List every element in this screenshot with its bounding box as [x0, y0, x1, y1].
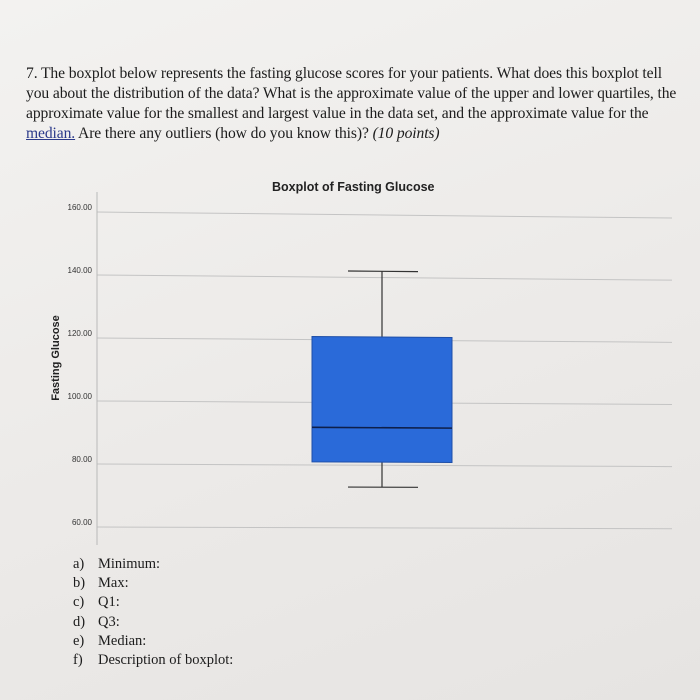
answer-letter: c): [73, 594, 85, 611]
answer-list: [73, 555, 233, 670]
median-line: [312, 427, 452, 428]
max-cap: [348, 271, 418, 272]
grid-line: [97, 275, 672, 280]
answer-label: Max:: [98, 575, 129, 592]
answer-letter: e): [73, 632, 85, 649]
question-median-underlined: median.: [26, 125, 76, 142]
grid-line: [97, 212, 672, 218]
question-points: (10 points): [372, 125, 440, 142]
iqr-box: [312, 336, 452, 462]
answer-letter: f): [73, 652, 83, 669]
answer-label: Q1:: [98, 594, 120, 611]
y-axis-label: Fasting Glucose: [50, 315, 62, 401]
answer-item: [73, 613, 233, 632]
answer-item: [73, 593, 233, 612]
answer-letter: b): [73, 575, 86, 592]
chart-title: Boxplot of Fasting Glucose: [272, 180, 435, 194]
answer-letter: d): [73, 613, 86, 630]
answer-item: [73, 574, 233, 593]
y-tick-label: 160.00: [67, 203, 92, 212]
y-tick-label: 80.00: [71, 455, 92, 464]
answer-item: [73, 651, 233, 670]
answer-label: Median:: [98, 632, 147, 649]
answer-label: Description of boxplot:: [98, 652, 234, 669]
grid-line: [97, 527, 672, 529]
grid-line: [97, 464, 672, 467]
question-part2: Are there any outliers (how do you know this)?: [75, 125, 373, 142]
tick-labels: [68, 203, 93, 527]
box-elements: [312, 271, 452, 487]
y-tick-label: 100.00: [67, 392, 92, 401]
y-tick-label: 120.00: [67, 329, 92, 338]
answer-item: [73, 632, 233, 651]
answer-letter: a): [73, 556, 85, 572]
answer-item: [73, 555, 233, 574]
answer-label: Q3:: [98, 613, 120, 630]
y-tick-label: 60.00: [71, 518, 92, 527]
answer-label: Minimum:: [98, 556, 161, 572]
question-part1: 7. The boxplot below represents the fasting glucose scores for your patients. What does this boxplot tell you about the distribution of the data? What is the approximate value of the upper and lower quartiles, the approximate value for the smallest and largest value in the data set, and the approximate value for the: [26, 65, 677, 122]
y-tick-label: 140.00: [67, 266, 92, 275]
